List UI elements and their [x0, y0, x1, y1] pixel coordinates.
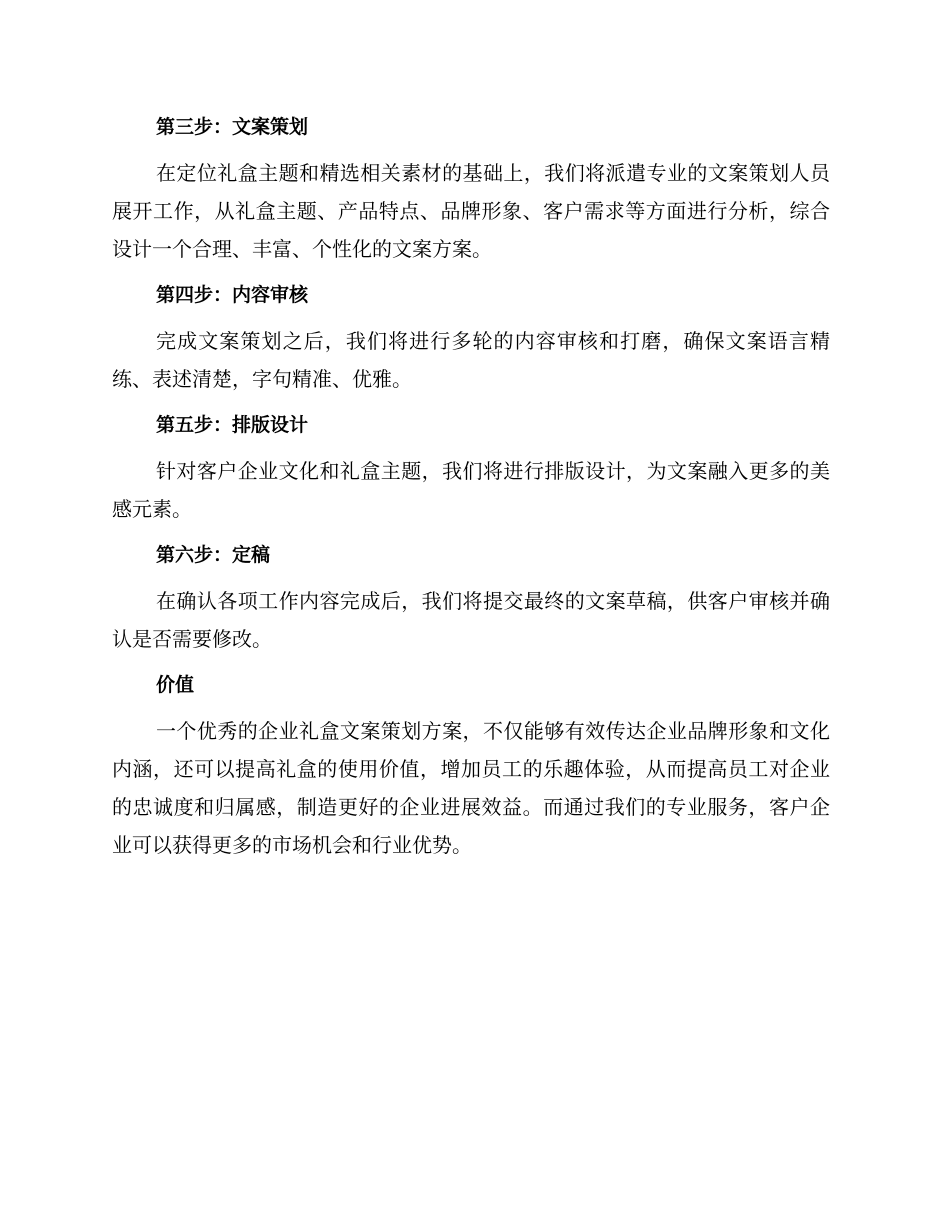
section-heading: 第五步：排版设计 — [156, 414, 309, 436]
section-heading: 第三步：文案策划 — [156, 116, 309, 138]
section-heading: 价值 — [156, 674, 195, 696]
section-paragraph: 一个优秀的企业礼盒文案策划方案，不仅能够有效传达企业品牌形象和文化内涵，还可以提高礼盒的使用价值，增加员工的乐趣体验，从而提高员工对企业的忠诚度和归属感，制造更好的企业进展效益。而通过我们的专业服务，客户企业可以获得更多的市场机会和行业优势。 — [112, 719, 830, 857]
section-paragraph: 在确认各项工作内容完成后，我们将提交最终的文案草稿，供客户审核并确认是否需要修改。 — [112, 589, 830, 651]
section-heading: 第四步：内容审核 — [156, 284, 309, 306]
section-heading: 第六步：定稿 — [156, 544, 271, 566]
section-step-3 — [112, 108, 830, 268]
section-step-4 — [112, 276, 830, 398]
document-page — [112, 108, 830, 872]
section-paragraph: 在定位礼盒主题和精选相关素材的基础上，我们将派遣专业的文案策划人员展开工作，从礼盒主题、产品特点、品牌形象、客户需求等方面进行分析，综合设计一个合理、丰富、个性化的文案方案。 — [112, 161, 830, 261]
section-value — [112, 666, 830, 864]
section-step-5 — [112, 406, 830, 528]
section-paragraph: 完成文案策划之后，我们将进行多轮的内容审核和打磨，确保文案语言精练、表述清楚，字句精准、优雅。 — [112, 329, 830, 391]
section-paragraph: 针对客户企业文化和礼盒主题，我们将进行排版设计，为文案融入更多的美感元素。 — [112, 459, 830, 521]
section-step-6 — [112, 536, 830, 658]
